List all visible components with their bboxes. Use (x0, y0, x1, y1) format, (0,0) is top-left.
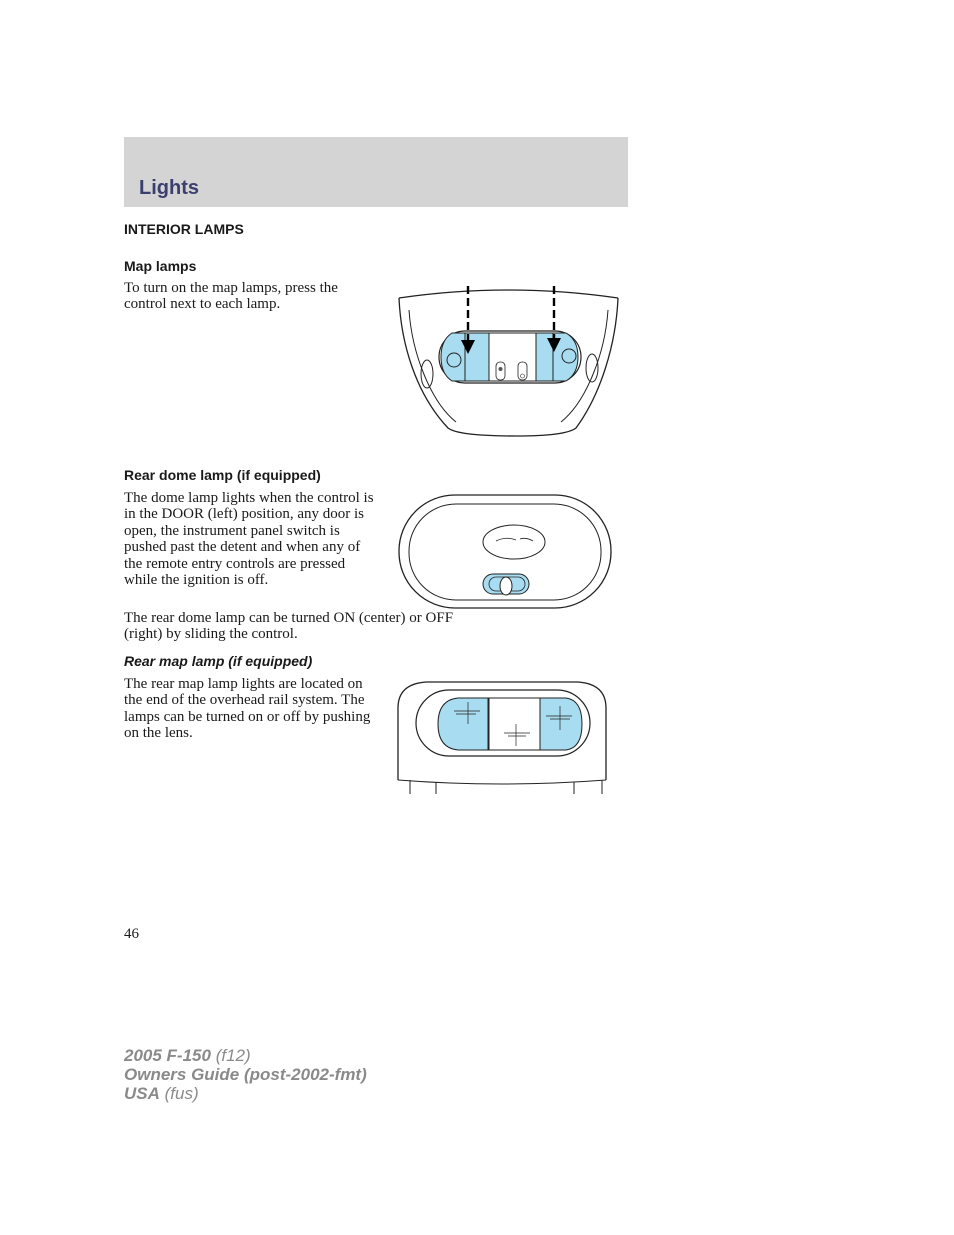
map-lamps-heading: Map lamps (124, 258, 197, 274)
rear-dome-illustration (396, 492, 614, 612)
rear-dome-heading: Rear dome lamp (if equipped) (124, 467, 321, 483)
rear-dome-text-2: The rear dome lamp can be turned ON (center) or OFF (right) by sliding the control. (124, 610, 454, 643)
map-lamps-text: To turn on the map lamps, press the control next to each lamp. (124, 280, 338, 313)
map-lamps-illustration (396, 284, 622, 440)
page-number: 46 (124, 926, 139, 942)
footer-line-2: Owners Guide (post-2002-fmt) (124, 1065, 367, 1084)
footer-line-1: 2005 F-150 (f12) (124, 1046, 251, 1065)
chapter-header-band (124, 137, 628, 207)
section-title: INTERIOR LAMPS (124, 221, 244, 237)
document-footer (124, 1046, 367, 1103)
rear-map-text: The rear map lamp lights are located on the end of the overhead rail system. The lamps can be turned on or off by pushing on the lens. (124, 676, 371, 742)
footer-line-3: USA (fus) (124, 1084, 199, 1103)
rear-map-illustration (396, 678, 608, 796)
rear-dome-text: The dome lamp lights when the control is in the DOOR (left) position, any door is open, the instrument panel switch is pushed past the detent and when any of the remote entry controls are pressed while the ignition is off. (124, 490, 374, 589)
chapter-title: Lights (139, 177, 199, 199)
rear-map-heading: Rear map lamp (if equipped) (124, 653, 313, 669)
